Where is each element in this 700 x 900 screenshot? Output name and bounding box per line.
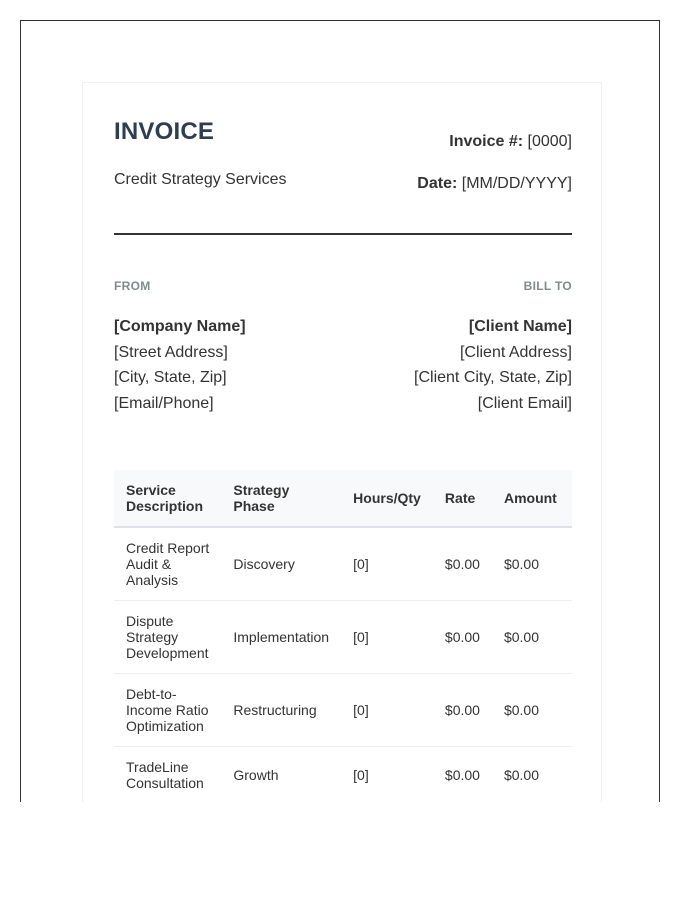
from-city: [City, State, Zip] xyxy=(114,369,227,386)
table-cell: [0] xyxy=(341,527,433,601)
invoice-date-label: Date: xyxy=(417,175,458,192)
invoice-date xyxy=(417,175,572,193)
column-header: Hours/Qty xyxy=(341,470,433,527)
column-header: Rate xyxy=(433,470,492,527)
table-cell: Restructuring xyxy=(221,674,341,747)
table-cell: $0.00 xyxy=(433,674,492,747)
client-address: [Client Address] xyxy=(459,343,572,361)
table-cell: $0.00 xyxy=(492,747,572,803)
client-name: [Client Name] xyxy=(468,318,572,335)
table-row xyxy=(114,527,572,601)
client-email: [Client Email] xyxy=(477,394,572,412)
table-cell: $0.00 xyxy=(492,601,572,674)
invoice-number-label: Invoice #: xyxy=(449,133,524,150)
from-company-name: [Company Name] xyxy=(114,318,246,335)
table-cell: Discovery xyxy=(221,527,341,601)
table-cell: Dispute Strategy Development xyxy=(114,601,221,674)
table-cell: TradeLine Consultation xyxy=(114,747,221,803)
column-header: Strategy Phase xyxy=(221,470,341,527)
column-header: Service Description xyxy=(114,470,221,527)
table-row xyxy=(114,601,572,674)
invoice-document xyxy=(82,82,602,802)
from-street: [Street Address] xyxy=(114,343,228,361)
table-cell: $0.00 xyxy=(433,747,492,803)
table-cell: Implementation xyxy=(221,601,341,674)
bill-to-address xyxy=(414,314,572,416)
from-label: FROM xyxy=(114,279,151,293)
from-address xyxy=(114,314,246,416)
invoice-title: INVOICE xyxy=(114,118,215,145)
page-frame xyxy=(20,20,660,802)
invoice-subtitle: Credit Strategy Services xyxy=(114,171,287,188)
table-cell: [0] xyxy=(341,601,433,674)
table-cell: [0] xyxy=(341,674,433,747)
invoice-number-value: [0000] xyxy=(523,133,572,150)
table-cell: Debt-to-Income Ratio Optimization xyxy=(114,674,221,747)
table-cell: Growth xyxy=(221,747,341,803)
column-header: Amount xyxy=(492,470,572,527)
table-cell: $0.00 xyxy=(433,527,492,601)
bill-to-label: BILL TO xyxy=(523,279,572,293)
client-city: [Client City, State, Zip] xyxy=(414,369,572,386)
table-cell: Credit Report Audit & Analysis xyxy=(114,527,221,601)
table-row xyxy=(114,674,572,747)
table-row xyxy=(114,747,572,803)
table-cell: [0] xyxy=(341,747,433,803)
table-cell: $0.00 xyxy=(492,527,572,601)
header-divider xyxy=(114,233,572,235)
from-contact: [Email/Phone] xyxy=(114,394,214,412)
table-header-row xyxy=(114,470,572,527)
table-cell: $0.00 xyxy=(492,674,572,747)
table-cell: $0.00 xyxy=(433,601,492,674)
invoice-number xyxy=(449,133,572,151)
invoice-date-value: [MM/DD/YYYY] xyxy=(457,175,572,192)
services-table xyxy=(114,470,572,802)
